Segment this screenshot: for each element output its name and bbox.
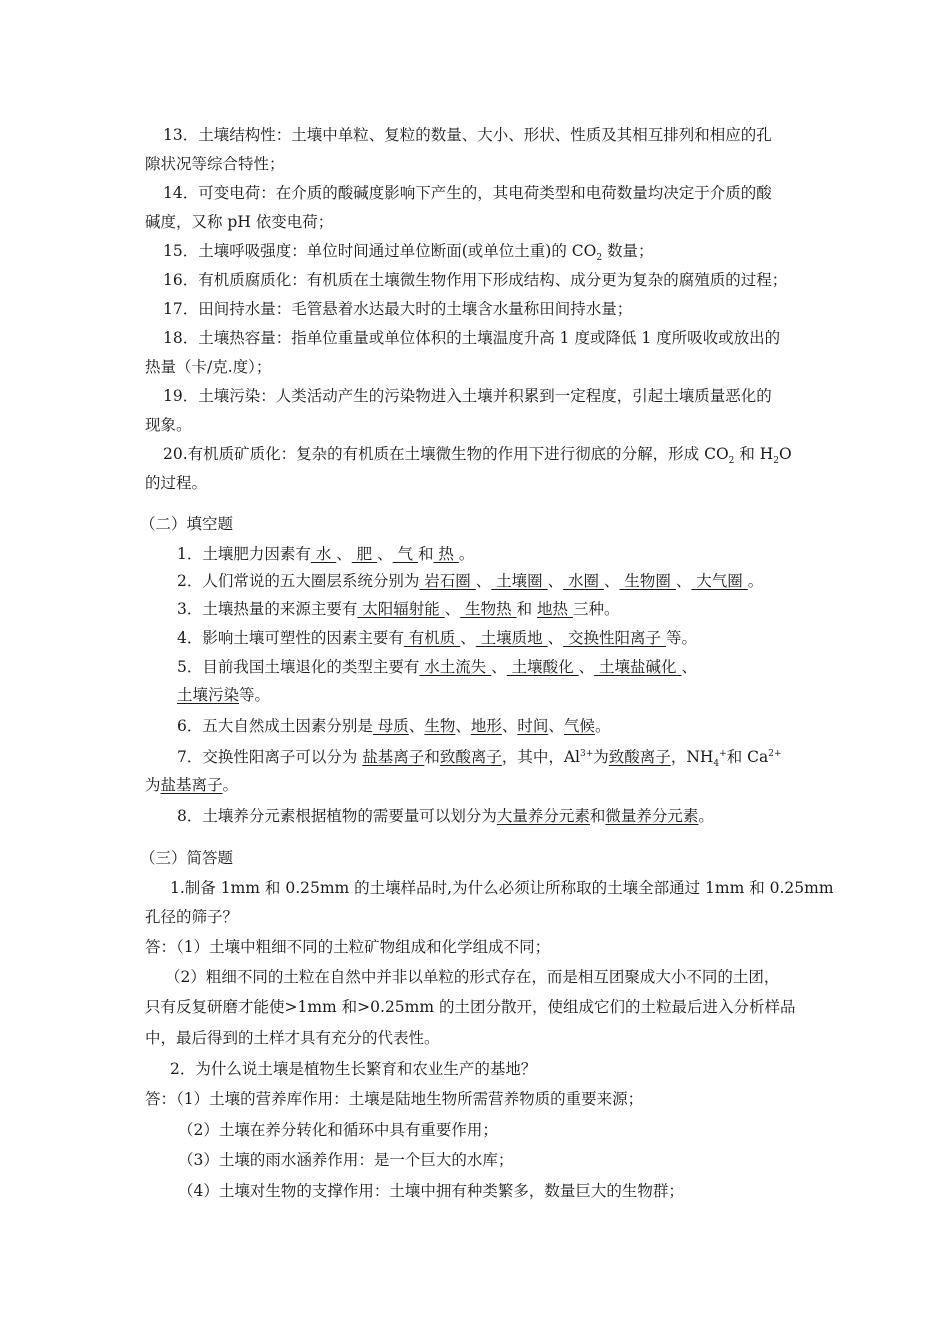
short-a2-line3: （3）土壤的雨水涵养作用：是一个巨大的水库； [178,1151,514,1169]
def-14-line2: 碱度，又称 pH 依变电荷； [145,213,334,231]
fill-q4: 4．影响土壤可塑性的因素主要有 有机质 、 土壤质地 、 交换性阳离子 等。 [177,629,697,647]
short-a1-line2: （2）粗细不同的土粒在自然中并非以单粒的形式存在，而是相互团聚成大小不同的土团， [165,968,780,986]
def-13-line1: 13．土壤结构性：土壤中单粒、复粒的数量、大小、形状、性质及其相互排列和相应的孔 [163,126,772,144]
fill-q7-line1: 7．交换性阳离子可以分为 盐基离子和致酸离子，其中，$Al^{3+}$为致酸离子，$NH_4^+$和 $Ca^{2+}$ [177,748,782,770]
def-20-line1: 20.有机质矿质化：复杂的有机质在土壤微生物的作用下进行彻底的分解，形成 $CO_2$ 和 $H_2O$ [163,445,792,467]
short-heading: （三）简答题 [140,849,234,867]
def-13-line2: 隙状况等综合特性； [145,155,285,173]
short-q2: 2．为什么说土壤是植物生长繁育和农业生产的基地？ [170,1060,537,1078]
fill-q2: 2．人们常说的五大圈层系统分别为 岩石圈 、 土壤圈 、 水圈 、 生物圈 、 大气圈 。 [177,572,764,590]
fill-q5-line1: 5．目前我国土壤退化的类型主要有 水土流失 、 土壤酸化 、 土壤盐碱化 、 [177,658,697,676]
fill-q6: 6．五大自然成土因素分别是 母质、生物、地形、时间、气候。 [177,717,611,735]
def-17: 17．田间持水量：毛管悬着水达最大时的土壤含水量称田间持水量； [163,300,633,318]
short-a1-line3: 只有反复研磨才能使>1mm 和>0.25mm 的土团分散开，使组成它们的土粒最后进入分析样品 [145,998,796,1016]
short-a1-line4: 中，最后得到的土样才具有充分的代表性。 [145,1029,440,1047]
fill-heading: （二）填空题 [140,515,234,533]
fill-q1: 1．土壤肥力因素有 水 、 肥 、 气 和 热 。 [177,545,475,563]
def-14-line1: 14．可变电荷：在介质的酸碱度影响下产生的，其电荷类型和电荷数量均决定于介质的酸 [163,184,772,202]
short-a2-line1: 答：（1）土壤的营养库作用：土壤是陆地生物所需营养物质的重要来源； [145,1090,644,1108]
fill-q3: 3．土壤热量的来源主要有 太阳辐射能 、 生物热 和 地热 三种。 [177,600,620,618]
short-a1-line1: 答：（1）土壤中粗细不同的土粒矿物组成和化学组成不同； [145,938,551,956]
short-a2-line4: （4）土壤对生物的支撑作用：土壤中拥有种类繁多，数量巨大的生物群； [178,1182,684,1200]
def-18-line2: 热量（卡/克.度）； [145,358,272,376]
def-19-line1: 19．土壤污染：人类活动产生的污染物进入土壤并积累到一定程度，引起土壤质量恶化的 [163,387,772,405]
short-q1-line2: 孔径的筛子？ [145,908,239,926]
short-q1-line1: 1.制备 1mm 和 0.25mm 的土壤样品时,为什么必须让所称取的土壤全部通过 1mm 和 0.25mm [170,879,834,897]
fill-q5-line2: 土壤污染等。 [177,686,271,704]
def-16: 16．有机质腐质化：有机质在土壤微生物作用下形成结构、成分更为复杂的腐殖质的过程； [163,271,788,289]
short-a2-line2: （2）土壤在养分转化和循环中具有重要作用； [178,1121,498,1139]
fill-q7-line2: 为盐基离子。 [145,776,239,794]
def-19-line2: 现象。 [145,416,192,434]
def-20-line2: 的过程。 [145,474,208,492]
def-18-line1: 18．土壤热容量：指单位重量或单位体积的土壤温度升高 1 度或降低 1 度所吸收或放出的 [163,329,781,347]
def-15: 15．土壤呼吸强度：单位时间通过单位断面(或单位土重)的 $CO_2$ 数量； [163,242,654,264]
fill-q8: 8．土壤养分元素根据植物的需要量可以划分为大量养分元素和微量养分元素。 [177,807,714,825]
